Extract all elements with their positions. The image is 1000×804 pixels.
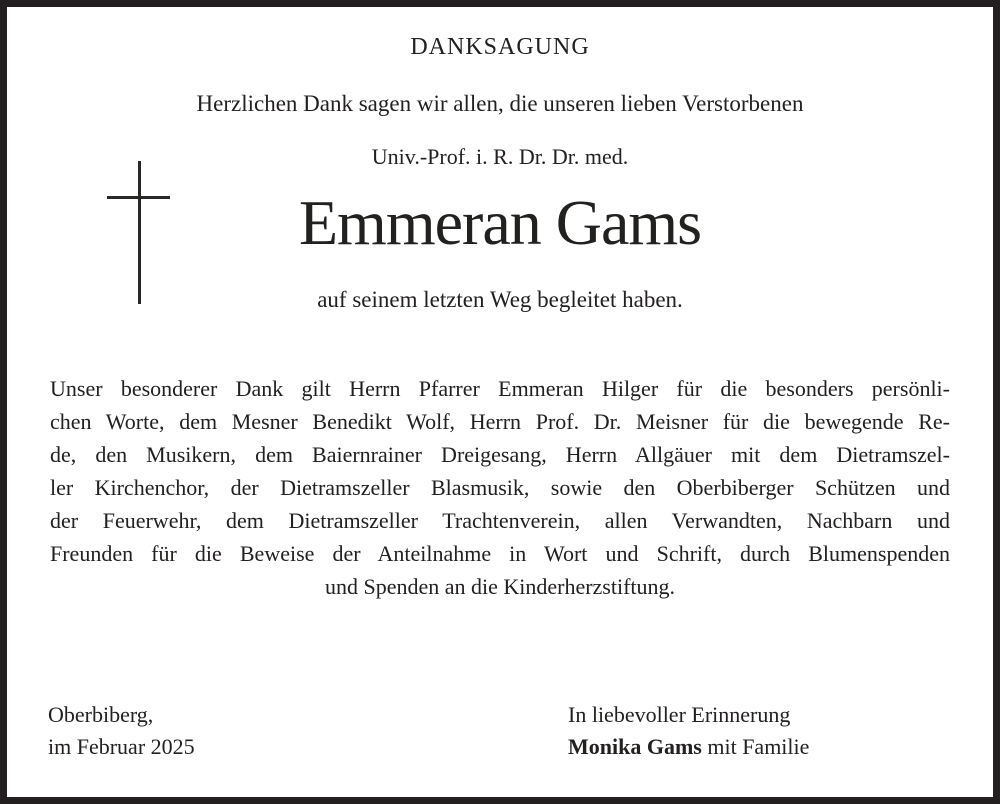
deceased-academic-titles: Univ.-Prof. i. R. Dr. Dr. med. [371, 144, 629, 169]
thanks-paragraph [50, 372, 950, 603]
intro-text: Herzlichen Dank sagen wir allen, die unseren lieben Verstorbenen [196, 91, 804, 116]
cross-vertical-bar [138, 161, 141, 304]
mourner-name: Monika Gams [568, 734, 702, 759]
closing-text: auf seinem letzten Weg begleitet haben. [317, 287, 683, 312]
latin-cross-icon [100, 158, 180, 308]
cross-horizontal-bar [107, 196, 170, 199]
paragraph-line: Freunden für die Beweise der Anteilnahme in Wort und Schrift, durch Blumenspenden [50, 541, 950, 566]
paragraph-line: ler Kirchenchor, der Dietramszeller Blasmusik, sowie den Oberbiberger Schützen und [50, 475, 950, 500]
paragraph-line: chen Worte, dem Mesner Benedikt Wolf, Herrn Prof. Dr. Meisner für die bewegende Re- [50, 409, 950, 434]
remembrance-text: In liebevoller Erinnerung [568, 702, 791, 727]
notice-type-heading: DANKSAGUNG [410, 34, 590, 60]
mourner-suffix: mit Familie [701, 734, 810, 759]
paragraph-line-last: und Spenden an die Kinderherzstiftung. [324, 574, 676, 599]
paragraph-line: de, den Musikern, dem Baiernrainer Dreigesang, Herrn Allgäuer mit dem Dietramszel- [50, 442, 950, 467]
place-date-block [48, 699, 195, 763]
deceased-name: Emmeran Gams [298, 187, 702, 258]
paragraph-line: der Feuerwehr, dem Dietramszeller Trachtenverein, allen Verwandten, Nachbarn und [50, 508, 950, 533]
paragraph-line: Unser besonderer Dank gilt Herrn Pfarrer Emmeran Hilger für die besonders persönli- [50, 376, 950, 401]
place-text: Oberbiberg, [48, 702, 154, 727]
mourners-block [568, 699, 809, 763]
mourner-line [568, 731, 809, 763]
date-text: im Februar 2025 [48, 734, 195, 759]
